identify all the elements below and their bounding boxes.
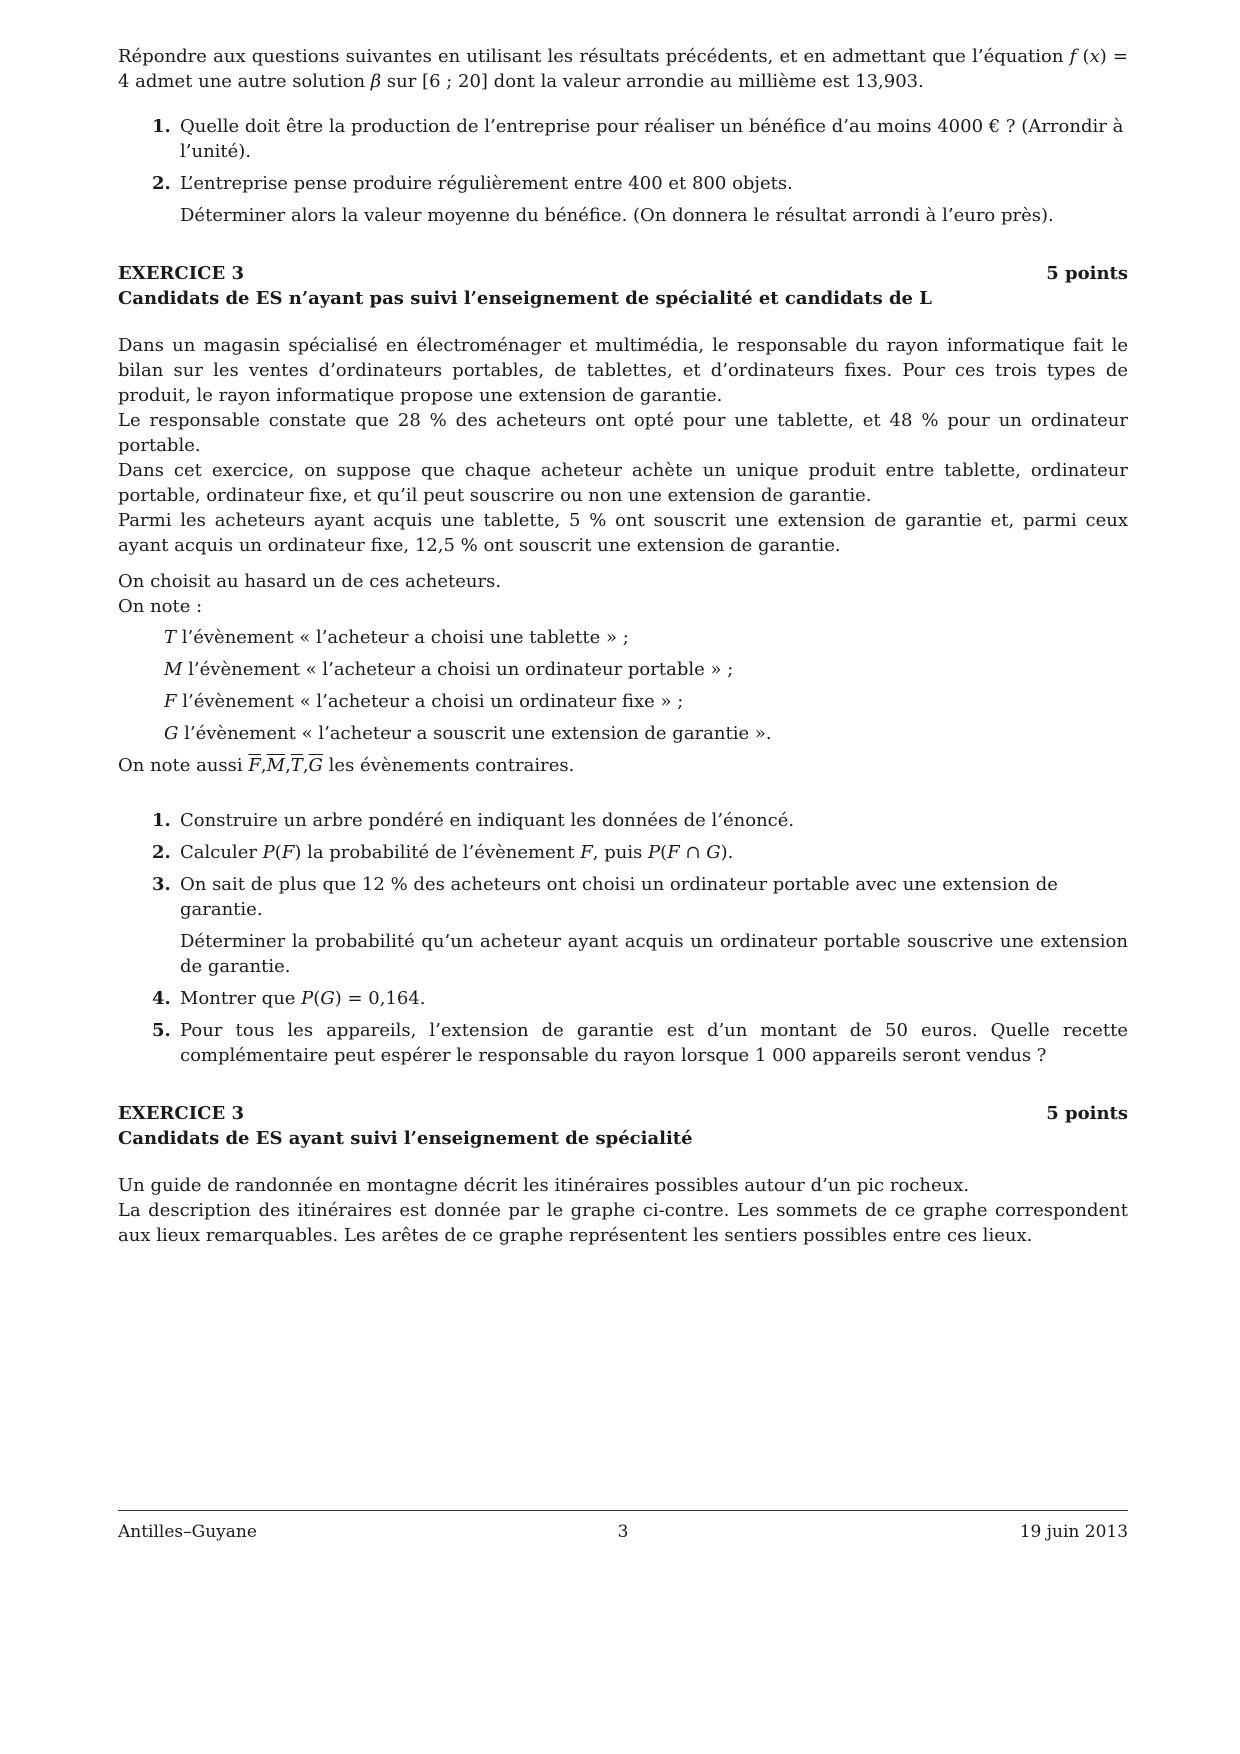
statement-paragraph: Dans un magasin spécialisé en électroménager et multimédia, le responsable du rayon informatique fait le bilan sur les ventes d’ordinateurs portables, de tablettes, et d’ordinateurs fixes. Pour ces trois types de produit, le rayon informatique propose une extension de garantie.	[118, 335, 1128, 406]
page-footer	[118, 1520, 1128, 1545]
footer-date: 19 juin 2013	[1019, 1522, 1129, 1542]
statement-paragraph: Un guide de randonnée en montagne décrit les itinéraires possibles autour d’un pic rocheux.	[118, 1175, 970, 1196]
intro-text-a: Répondre aux questions suivantes en utilisant les résultats précédents, et en admettant que l’équation	[118, 46, 1070, 67]
event-f: F l’évènement « l’acheteur a choisi un ordinateur fixe » ;	[164, 691, 684, 712]
intro-paragraph	[118, 44, 1128, 94]
top-question-2	[152, 171, 1128, 228]
note-line: On note :	[118, 596, 203, 617]
exercise-3b-points: 5 points	[1046, 1103, 1128, 1124]
top-questions	[118, 114, 1128, 228]
event-t: T l’évènement « l’acheteur a choisi une tablette » ;	[164, 627, 629, 648]
question-text: Déterminer alors la valeur moyenne du bénéfice. (On donnera le résultat arrondi à l’euro près).	[180, 205, 1054, 226]
exercise-3a-points: 5 points	[1046, 263, 1128, 284]
exercise-3b-statement	[118, 1173, 1128, 1248]
event-m: M l’évènement « l’acheteur a choisi un ordinateur portable » ;	[164, 659, 734, 680]
top-question-1	[152, 114, 1128, 164]
ex3a-question-5: 5. Pour tous les appareils, l’extension de garantie est d’un montant de 50 euros. Quelle recette complémentaire peut espérer le responsable du rayon lorsque 1 000 appareils seront vendus ?	[152, 1020, 1128, 1066]
event-g: G l’évènement « l’acheteur a souscrit une extension de garantie ».	[164, 723, 772, 744]
m-bar: $\overline{M}$	[266, 755, 286, 776]
complement-line: On note aussi $\overline{F},\overline{M},\overline{T},\overline{G}$ les évènements contraires.	[118, 755, 575, 776]
intro-text-b: (	[1076, 46, 1090, 67]
g-bar: $\overline{G}$	[308, 755, 323, 776]
ex3a-question-2: 2. Calculer P(F) la probabilité de l’évènement F, puis P(F ∩ G).	[152, 842, 734, 863]
exercise-3b-header	[118, 1101, 1128, 1126]
exercise-3a-questions	[118, 808, 1128, 1068]
page-content	[118, 44, 1128, 1248]
statement-paragraph: Parmi les acheteurs ayant acquis une tablette, 5 % ont souscrit une extension de garantie et, parmi ceux ayant acquis un ordinateur fixe, 12,5 % ont souscrit une extension de garantie.	[118, 510, 1128, 556]
statement-paragraph: La description des itinéraires est donnée par le graphe ci-contre. Les sommets de ce graphe correspondent aux lieux remarquables. Les arêtes de ce graphe représentent les sentiers possibles entre ces lieux.	[118, 1200, 1128, 1246]
footer-divider	[118, 1510, 1128, 1511]
ex3a-question-3: 3. On sait de plus que 12 % des acheteurs ont choisi un ordinateur portable avec une extension de garantie. Déterminer la probabilité qu’un acheteur ayant acquis un ordinateur portable souscrive une extension de garantie.	[152, 874, 1128, 977]
f-bar: $\overline{F}$	[248, 755, 261, 776]
exercise-3a-title: EXERCICE 3	[118, 263, 244, 284]
question-number: 2.	[152, 173, 171, 194]
exercise-3a-subtitle: Candidats de ES n’ayant pas suivi l’enseignement de spécialité et candidats de L	[118, 288, 932, 309]
exercise-3b-title: EXERCICE 3	[118, 1103, 244, 1124]
statement-paragraph: Dans cet exercice, on suppose que chaque acheteur achète un unique produit entre tablette, ordinateur portable, ordinateur fixe, et qu’il peut souscrire ou non une extension de garantie.	[118, 460, 1128, 506]
events-list	[118, 625, 1128, 746]
exercise-3b-subtitle: Candidats de ES ayant suivi l’enseignement de spécialité	[118, 1128, 693, 1149]
choose-line: On choisit au hasard un de ces acheteurs.	[118, 571, 502, 592]
footer-location: Antilles–Guyane	[118, 1522, 257, 1542]
statement-paragraph: Le responsable constate que 28 % des acheteurs ont opté pour une tablette, et 48 % pour un ordinateur portable.	[118, 410, 1128, 456]
question-text: L’entreprise pense produire régulièrement entre 400 et 800 objets.	[180, 173, 793, 194]
intro-text-d: sur [6 ; 20] dont la valeur arrondie au millième est 13,903.	[381, 71, 924, 92]
question-number: 1.	[152, 116, 171, 137]
question-text: Quelle doit être la production de l’entreprise pour réaliser un bénéfice d’au moins 4000 € ? (Arrondir à l’unité).	[180, 116, 1124, 162]
intro-f: f	[1069, 46, 1077, 67]
exercise-3a-statement	[118, 333, 1128, 558]
exercise-3a-header	[118, 261, 1128, 286]
ex3a-question-1: 1. Construire un arbre pondéré en indiquant les données de l’énoncé.	[152, 810, 795, 831]
intro-x: x	[1089, 46, 1100, 67]
t-bar: $\overline{T}$	[290, 755, 303, 776]
intro-beta: β	[370, 71, 382, 92]
page-number: 3	[617, 1522, 629, 1542]
intro-text-c: ) = 4 admet une autre solution	[118, 46, 1129, 92]
ex3a-question-4: 4. Montrer que P(G) = 0,164.	[152, 988, 426, 1009]
